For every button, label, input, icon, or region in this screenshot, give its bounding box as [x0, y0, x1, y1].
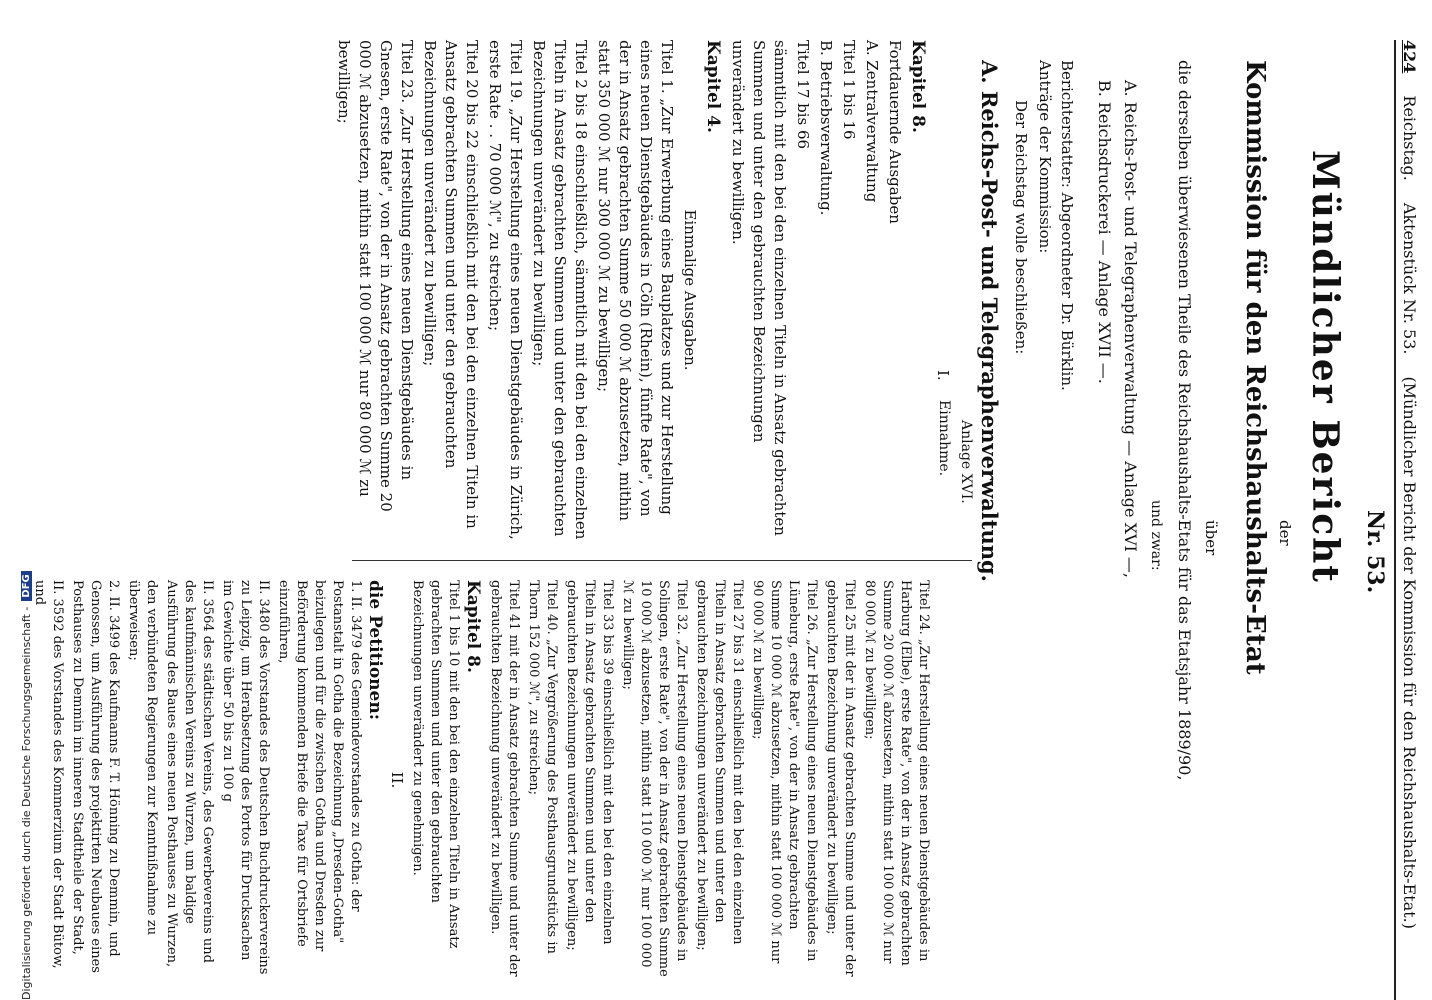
titel-1-16: Titel 1 bis 16: [840, 40, 858, 140]
kapitel-8-heading: Kapitel 8.: [908, 40, 928, 133]
petition-2: II. 3480 des Vorstandes des Deutschen Buchdruckervereins zu Leipzig, um Herabsetzung des Portos für Drucksachen im Gewichte über 50 bis zu 100 g: [220, 580, 271, 975]
berichterstatter: Berichterstatter: Abgeordneter Dr. Bürklin.: [1058, 60, 1076, 391]
header-section: Reichstag.: [1400, 95, 1420, 181]
titel-1-item: Titel 1. „Zur Erwerbung eines Bauplatzes und zur Herstellung eines neuen Dienstgebäudes in Cöln (Rhein), fünfte Rate", von der in Ansatz gebrachten Summe 50 000 ℳ abzusetzen, mithin statt 350 000 ℳ nur 300 000 ℳ zu bewilligen;: [595, 40, 676, 522]
column-divider: [352, 560, 972, 561]
titel-23-item: Titel 23. „Zur Herstellung eines neuen Dienstgebäudes in Gnesen, erste Rate", von der in Ansatz gebrachten Summe 20 000 ℳ abzusetzen, mithin statt 100 000 ℳ nur 80 000 ℳ zu bewilligen;: [335, 40, 416, 512]
petition-4: den verbündeten Regierungen zur Kenntnißnahme zu überweisen;: [126, 580, 159, 936]
titel-19-item: Titel 19. „Zur Herstellung eines neuen Dienstgebäudes in Zürich, erste Rate . . 70 000 ℳ", zu streichen;: [486, 40, 525, 540]
antraege: Anträge der Kommission:: [1036, 60, 1054, 254]
petition-6: II. 3592 des Vorstandes des Kommerzium der Stadt Bütow, und: [32, 580, 65, 969]
petition-1: 1. II. 3479 des Gemeindevorstandes zu Gotha: der Postanstalt in Gotha die Bezeichnung „Dresden-Gotha" beizulegen und für die zwischen Gotha und Dresden zur Beförderung kommenden Briefe die Taxe für Ortsbriefe einzuführen,: [276, 580, 363, 952]
header-rule: [1394, 40, 1396, 1000]
document-number: Nr. 53.: [1362, 510, 1388, 594]
titel-20-22-item: Titel 20 bis 22 einschließlich mit den bei den einzelnen Titeln in Ansatz gebrachten Summen und unter den gebrauchten Bezeichnungen unverändert zu bewilligen;: [421, 40, 481, 529]
petitionen-heading: die Petitionen:: [365, 580, 385, 720]
betriebsverwaltung: B. Betriebsverwaltung.: [817, 40, 835, 216]
petition-3: II. 3564 des städtischen Vereins, des Gewerbevereins und des kaufmännischen Vereins zu Wurzen, um baldige Ausführung des Baues eines neuen Posthauses zu Wurzen,: [164, 580, 215, 968]
titel-26-item: Titel 26. „Zur Herstellung eines neuen Dienstgebäudes in Lüneburg, erste Rate", von der in Ansatz gebrachten Summe 10 000 ℳ abzusetzen, mithin statt 100 000 ℳ nur 90 000 ℳ zu bewilligen;: [750, 580, 819, 964]
digitization-credit: [18, 0, 34, 1000]
credit-text: Digitalisierung gefördert durch die Deutsche Forschungsgemeinschaft -: [19, 606, 33, 1000]
titel-2-18-item: Titel 2 bis 18 einschließlich, sämmtlich mit den bei den einzelnen Titeln in Ansatz gebrachten Summen und unter den gebrauchten Bezeichnungen unverändert zu bewilligen;: [530, 40, 590, 540]
petition-5: 2. II. 3499 des Kaufmanns F. T. Hönning zu Demmin, und Genossen, um Ausführung des projektirten Neubaues eines Posthauses zu Demmin im inneren Stadttheile der Stadt,: [70, 580, 121, 973]
header-subject: (Mündlicher Bericht der Kommission für den Reichshaushalts-Etat.): [1400, 376, 1420, 929]
running-header: [1398, 40, 1422, 1000]
item-a: A. Reichs-Post- und Telegraphenverwaltung — Anlage XVI —,: [1121, 80, 1140, 579]
title-der: der: [1276, 520, 1294, 546]
header-doc: Aktenstück Nr. 53.: [1400, 202, 1420, 355]
saemmtlich-note: sämmtlich mit den bei den einzelnen Titeln in Ansatz gebrachten Summen und unter den gebrauchten Bezeichnungen unverändert zu bewilligen.: [729, 40, 789, 536]
section-a-heading: A. Reichs-Post- und Telegraphenverwaltung.: [977, 60, 1002, 582]
anlage-xvi: Anlage XVI.: [958, 420, 974, 504]
beschliessen: Der Reichstag wolle beschließen:: [1012, 100, 1030, 355]
und-zwar: und zwar:: [1148, 500, 1164, 571]
roman-i: I.: [934, 370, 952, 381]
intro-text: die derselben überwiesenen Theile des Reichshaushalts-Etats für das Etatsjahr 1889/90,: [1175, 60, 1194, 781]
kapitel-4-heading: Kapitel 4.: [703, 40, 723, 133]
titel-33-39-item: Titel 33 bis 39 einschließlich mit den bei den einzelnen Titeln in Ansatz gebrachten Summen und unter den gebrauchten Bezeichnungen unverändert zu bewilligen;: [564, 580, 615, 951]
titel-41-item: Titel 41 mit der in Ansatz gebrachten Summe und unter der gebrauchten Bezeichnung unverändert zu bewilligen.: [488, 580, 521, 977]
titel-32-item: Titel 32. „Zur Herstellung eines neuen Dienstgebäudes in Solingen, erste Rate", von der in Ansatz gebrachten Summe 10 000 ℳ abzusetzen, mithin statt 110 000 ℳ nur 100 000 ℳ zu bewilligen;: [620, 580, 689, 977]
titel-17-66: Titel 17 bis 66: [794, 40, 812, 150]
titel-25-item: Titel 25 mit der in Ansatz gebrachten Summe und unter der gebrauchten Bezeichnung unverändert zu bewilligen;: [824, 580, 857, 977]
item-b: B. Reichsdruckerei — Anlage XVII —.: [1095, 80, 1114, 384]
fortdauernde-ausgaben: Fortdauernde Ausgaben: [886, 40, 904, 224]
zentralverwaltung: A. Zentralverwaltung: [863, 40, 881, 203]
left-column: [331, 40, 932, 540]
titel-40-item: Titel 40. „Zur Vergrößerung des Posthausgrundstücks in Thorn 152 000 ℳ", zu streichen;: [526, 580, 559, 954]
einnahme: Einnahme.: [936, 400, 952, 477]
titel-24-item: Titel 24. „Zur Herstellung eines neuen Dienstgebäudes in Harburg (Elbe), erste Rate", von der in Ansatz gebrachten Summe 20 000 ℳ abzusetzen, mithin statt 100 000 ℳ nur 80 000 ℳ zu bewilligen;: [862, 580, 931, 966]
dfg-logo: DFG: [21, 571, 32, 600]
right-column: [28, 580, 932, 980]
main-title: Mündlicher Bericht: [1304, 150, 1346, 584]
subtitle: Kommission für den Reichshaushalts-Etat: [1240, 60, 1270, 675]
titel-27-31-item: Titel 27 bis 31 einschließlich mit den bei den einzelnen Titeln in Ansatz gebrachten Summen und unter den gebrauchten Bezeichnungen unverändert zu bewilligen;: [694, 580, 745, 951]
einmalige-ausgaben: Einmalige Ausgaben.: [681, 209, 699, 371]
roman-ii: II.: [388, 771, 406, 789]
page-number: 424: [1400, 40, 1420, 74]
titel-1-10-item: Titel 1 bis 10 mit den bei den einzelnen Titeln in Ansatz gebrachten Summen und unter den gebrauchten Bezeichnungen unverändert zu genehmigen.: [410, 580, 461, 949]
title-ueber: über: [1202, 520, 1220, 556]
kapitel-8-right-heading: Kapitel 8.: [463, 580, 483, 673]
